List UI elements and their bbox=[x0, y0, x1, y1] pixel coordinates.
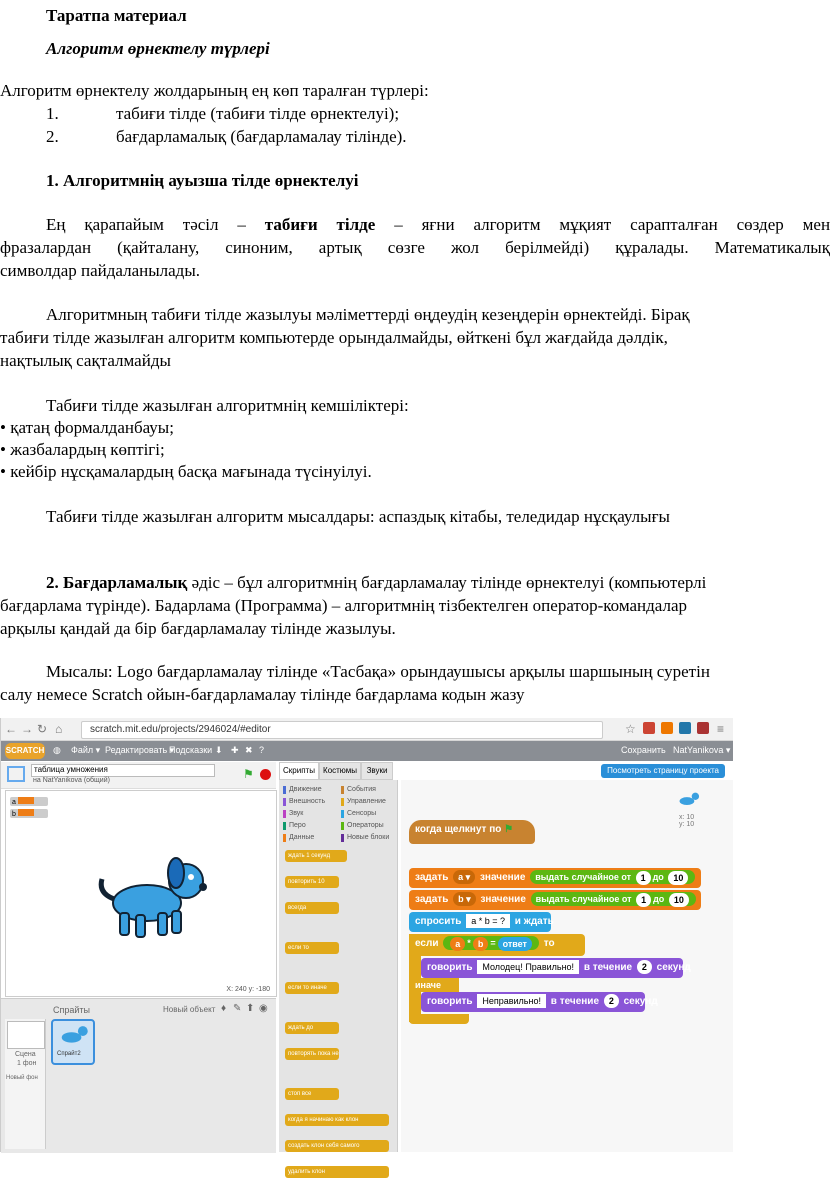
paragraph1-line2: фразалардан (қайталану, синоним, артық сөзге жол берілмейді) құралады. Математикалық bbox=[0, 238, 830, 257]
from-input[interactable]: 1 bbox=[636, 871, 651, 885]
palette-block[interactable]: стоп все bbox=[285, 1088, 339, 1100]
sec-label: секунд bbox=[656, 962, 691, 973]
duplicate-icon[interactable]: ⬇ bbox=[215, 745, 223, 755]
project-author: на NatYanikova (общий) bbox=[33, 777, 110, 784]
menu-icon[interactable]: ≡ bbox=[717, 722, 725, 736]
list-item-2: бағдарламалық (бағдарламалау тілінде). bbox=[116, 127, 407, 146]
scratch-menubar bbox=[1, 741, 733, 761]
palette-block[interactable]: повторить 10 bbox=[285, 876, 339, 888]
hat-label: когда щелкнут по bbox=[415, 824, 502, 835]
if-else-end bbox=[409, 1014, 469, 1024]
stage-area[interactable] bbox=[5, 790, 277, 997]
green-flag-icon[interactable]: ⚑ bbox=[243, 767, 254, 781]
user-menu[interactable]: NatYanikova ▾ bbox=[673, 745, 731, 755]
reload-icon[interactable]: ↻ bbox=[37, 722, 48, 736]
tab-sounds[interactable]: Звуки bbox=[361, 762, 393, 780]
variable-label: a bbox=[12, 799, 16, 806]
to-input[interactable]: 10 bbox=[669, 893, 689, 907]
p5-text: әдіс – бұл алгоритмнің бағдарламалау тілінде өрнектелуі (компьютерлі bbox=[191, 573, 707, 592]
set-b-block[interactable] bbox=[409, 890, 701, 910]
stage-thumbnail[interactable] bbox=[7, 1021, 45, 1049]
random-block[interactable] bbox=[531, 892, 696, 906]
if-block[interactable] bbox=[409, 934, 585, 956]
menu-file[interactable]: Файл ▾ bbox=[71, 745, 101, 755]
if-label: если bbox=[415, 938, 439, 949]
category-color-bar bbox=[341, 822, 344, 830]
dog-sprite[interactable] bbox=[92, 853, 212, 943]
bullet-item bbox=[0, 439, 165, 460]
fullscreen-icon[interactable] bbox=[7, 766, 25, 782]
menu-edit[interactable]: Редактировать ▾ bbox=[105, 745, 175, 755]
list-number-1: 1. bbox=[46, 104, 59, 123]
category-color-bar bbox=[283, 834, 286, 842]
during-label: в течение bbox=[583, 962, 633, 973]
menu-tips[interactable]: Подсказки bbox=[169, 745, 213, 755]
paragraph2-line3: нақтылық сақталмайды bbox=[0, 351, 171, 370]
extension-icon[interactable] bbox=[643, 722, 655, 734]
intro-text: Алгоритм өрнектелу жолдарының ең көп таралған түрлері: bbox=[0, 81, 429, 100]
project-title-input[interactable]: таблица умножения bbox=[31, 764, 215, 777]
p1-bold-term: табиғи тілде bbox=[264, 215, 376, 234]
back-icon[interactable]: ← bbox=[5, 722, 17, 736]
paragraph5-line1 bbox=[46, 572, 706, 593]
bullet-text: қатаң формалданбауы; bbox=[10, 418, 174, 437]
during-label: в течение bbox=[550, 996, 600, 1007]
browser-toolbar bbox=[1, 718, 733, 741]
palette-block[interactable]: ждать 1 секунд bbox=[285, 850, 347, 862]
category-3[interactable]: Управление bbox=[347, 798, 386, 805]
stage-thumbnail-panel[interactable] bbox=[5, 1019, 46, 1149]
shrink-icon[interactable]: ✖ bbox=[245, 745, 253, 755]
secs-input[interactable]: 2 bbox=[637, 960, 652, 974]
list-number-2: 2. bbox=[46, 127, 59, 146]
upload-icon[interactable]: ⬆ bbox=[246, 1003, 255, 1014]
bullet-glyph: • bbox=[0, 440, 6, 459]
value-label: значение bbox=[480, 894, 526, 905]
stage-bg-count: 1 фон bbox=[17, 1060, 37, 1067]
editor-tabs bbox=[279, 762, 399, 778]
say-correct-block[interactable] bbox=[421, 958, 691, 978]
palette-block[interactable]: если то иначе bbox=[285, 982, 339, 994]
paragraph6-line1: Мысалы: Logo бағдарламалау тілінде «Тасбақа» орындаушысы арқылы шаршының суретін bbox=[46, 662, 710, 681]
examples-text: Табиғи тілде жазылған алгоритм мысалдары: аспаздық кітабы, теледидар нұсқаулығы bbox=[46, 507, 670, 526]
set-a-block[interactable] bbox=[409, 868, 701, 888]
category-1[interactable]: События bbox=[347, 786, 376, 793]
library-icon[interactable]: ♦ bbox=[221, 1003, 227, 1014]
say-wrong-block[interactable] bbox=[421, 992, 658, 1012]
category-6[interactable]: Перо bbox=[289, 822, 306, 829]
category-color-bar bbox=[283, 810, 286, 818]
tab-costumes[interactable]: Костюмы bbox=[319, 762, 361, 780]
category-5[interactable]: Сенсоры bbox=[347, 810, 377, 817]
set-label: задать bbox=[415, 894, 449, 905]
category-4[interactable]: Звук bbox=[289, 810, 304, 817]
paragraph1-line3: символдар пайдаланылады. bbox=[0, 261, 200, 280]
section1-title: 1. Алгоритмнің ауызша тілде өрнектелуі bbox=[46, 171, 359, 190]
to-label: до bbox=[652, 872, 664, 883]
bullet-item bbox=[0, 461, 372, 482]
palette-block[interactable]: удалить клон bbox=[285, 1166, 389, 1178]
var-dropdown[interactable]: b ▾ bbox=[453, 892, 476, 906]
to-label: до bbox=[653, 894, 665, 905]
say-input[interactable]: Молодец! Правильно! bbox=[477, 960, 579, 974]
sprite-xy: x: 10 y: 10 bbox=[679, 814, 695, 828]
category-0[interactable]: Движение bbox=[289, 786, 322, 793]
cursor-coords: X: 240 y: -180 bbox=[226, 986, 270, 993]
category-color-bar bbox=[283, 786, 286, 794]
bullet-text: кейбір нұсқамалардың басқа мағынада түсінуілуі. bbox=[10, 462, 372, 481]
globe-icon[interactable]: ◍ bbox=[53, 745, 61, 755]
category-color-bar bbox=[341, 798, 344, 806]
sprite-thumbnail[interactable] bbox=[51, 1019, 95, 1065]
help-icon[interactable]: ? bbox=[259, 745, 265, 755]
home-icon[interactable]: ⌂ bbox=[55, 722, 63, 736]
scratch-screenshot bbox=[0, 718, 733, 1175]
say-input[interactable]: Неправильно! bbox=[477, 994, 546, 1008]
op-label: * bbox=[467, 938, 471, 949]
sprites-label: Спрайты bbox=[53, 1005, 91, 1015]
from-input[interactable]: 1 bbox=[636, 893, 651, 907]
extension-icon[interactable] bbox=[697, 722, 709, 734]
sec-label: секунд bbox=[623, 996, 658, 1007]
equals-block[interactable] bbox=[443, 936, 539, 950]
paragraph2-line1: Алгоритмның табиғи тілде жазылуы мәліметтерді өңдеудің кезеңдерін өрнектейді. Бірақ bbox=[46, 305, 690, 324]
tab-scripts[interactable]: Скрипты bbox=[279, 762, 319, 780]
var-b-reporter[interactable]: b bbox=[473, 937, 489, 951]
to-input[interactable]: 10 bbox=[668, 871, 688, 885]
scratch-logo[interactable]: SCRATCH bbox=[5, 743, 45, 759]
palette-block[interactable]: всегда bbox=[285, 902, 339, 914]
variable-monitor bbox=[10, 797, 48, 806]
new-backdrop-label: Новый фон bbox=[6, 1075, 38, 1081]
doc-subheading: Алгоритм өрнектелу түрлері bbox=[46, 39, 270, 58]
category-8[interactable]: Данные bbox=[289, 834, 315, 841]
address-bar[interactable] bbox=[81, 721, 603, 739]
category-9[interactable]: Новые блоки bbox=[347, 834, 390, 841]
else-label: иначе bbox=[409, 978, 459, 992]
palette-block[interactable]: повторять пока не bbox=[285, 1048, 339, 1060]
camera-icon[interactable]: ◉ bbox=[259, 1003, 268, 1014]
paragraph6-line2: салу немесе Scratch ойын-бағдарламалау тілінде бағдарлама кодын жазу bbox=[0, 685, 525, 704]
p1-text-a: Ең қарапайым тәсіл – bbox=[46, 215, 246, 234]
var-a-reporter[interactable]: a bbox=[450, 937, 465, 951]
p1-text-b: – яғни алгоритм мұқият сарапталған сөздер мен bbox=[394, 215, 830, 234]
paragraph5-line2: бағдарлама түрінде). Бадарлама (Программа) – алгоритмнің тізбектелген оператор-командалар bbox=[0, 596, 688, 615]
new-object-label: Новый объект bbox=[163, 1005, 216, 1014]
forward-icon[interactable]: → bbox=[21, 722, 33, 736]
save-status: Сохранить bbox=[621, 745, 666, 755]
value-label: значение bbox=[479, 872, 526, 883]
extension-icon[interactable] bbox=[661, 722, 673, 734]
list-item-1: табиғи тілде (табиғи тілде өрнектелуі); bbox=[116, 104, 400, 123]
stop-icon[interactable] bbox=[260, 769, 271, 780]
ask-label: спросить bbox=[415, 916, 462, 927]
secs-input[interactable]: 2 bbox=[604, 994, 619, 1008]
see-project-page-button[interactable]: Посмотреть страницу проекта bbox=[601, 764, 725, 778]
sprites-pane bbox=[1, 998, 276, 1153]
palette-block[interactable]: создать клон себя самого bbox=[285, 1140, 389, 1152]
variable-monitor bbox=[10, 809, 48, 818]
blocks-palette bbox=[279, 780, 398, 1175]
paragraph1-line1 bbox=[0, 214, 830, 235]
variable-label: b bbox=[12, 811, 16, 818]
paint-icon[interactable]: ✎ bbox=[233, 1003, 242, 1014]
bullet-text: жазбалардың көптігі; bbox=[10, 440, 165, 459]
category-color-bar bbox=[341, 786, 344, 794]
var-dropdown[interactable]: a ▾ bbox=[453, 870, 475, 884]
paragraph5-line3: арқылы қандай да бір бағдарламалау тілінде жазылуы. bbox=[0, 619, 396, 638]
ask-wait-label: и ждать bbox=[514, 916, 554, 927]
script-area[interactable] bbox=[401, 766, 733, 1152]
extension-icon[interactable] bbox=[679, 722, 691, 734]
bullet-glyph: • bbox=[0, 418, 6, 437]
op-label: = bbox=[490, 938, 496, 949]
random-label: выдать случайное от bbox=[535, 894, 632, 905]
stage-header bbox=[1, 762, 276, 789]
when-flag-clicked-block[interactable]: когда щелкнут по ⚑ bbox=[409, 820, 535, 844]
category-2[interactable]: Внешность bbox=[289, 798, 326, 805]
ask-input[interactable]: a * b = ? bbox=[466, 914, 510, 928]
category-7[interactable]: Операторы bbox=[347, 822, 384, 829]
url-text: scratch.mit.edu/projects/2946024/#editor bbox=[90, 724, 271, 735]
set-label: задать bbox=[415, 872, 449, 883]
category-color-bar bbox=[341, 810, 344, 818]
bullet-item bbox=[0, 417, 174, 438]
category-color-bar bbox=[283, 798, 286, 806]
category-color-bar bbox=[283, 822, 286, 830]
ask-block[interactable] bbox=[409, 912, 554, 932]
palette-block[interactable]: когда я начинаю как клон bbox=[285, 1114, 389, 1126]
then-label: то bbox=[543, 938, 555, 949]
say-label: говорить bbox=[427, 962, 473, 973]
palette-block[interactable]: если то bbox=[285, 942, 339, 954]
grow-icon[interactable]: ✚ bbox=[231, 745, 239, 755]
category-color-bar bbox=[341, 834, 344, 842]
p5-bold-term: 2. Бағдарламалық bbox=[46, 573, 188, 592]
paragraph2-line2: табиғи тілде жазылған алгоритм компьютерде орындалмайды, өйткені бұл жағдайда дәлдік, bbox=[0, 328, 668, 347]
stage-label: Сцена bbox=[15, 1051, 36, 1058]
random-label: выдать случайное от bbox=[535, 872, 632, 883]
answer-reporter[interactable]: ответ bbox=[498, 937, 532, 951]
random-block[interactable] bbox=[530, 870, 695, 884]
shortcomings-title: Табиғи тілде жазылған алгоритмнің кемшіліктері: bbox=[46, 396, 409, 415]
say-label: говорить bbox=[427, 996, 473, 1007]
sprite-preview-icon bbox=[675, 790, 701, 810]
doc-heading: Таратпа материал bbox=[46, 6, 187, 25]
sprite-name: Спрайт2 bbox=[57, 1051, 81, 1057]
palette-block[interactable]: ждать до bbox=[285, 1022, 339, 1034]
bullet-glyph: • bbox=[0, 462, 6, 481]
star-icon[interactable]: ☆ bbox=[625, 722, 636, 736]
